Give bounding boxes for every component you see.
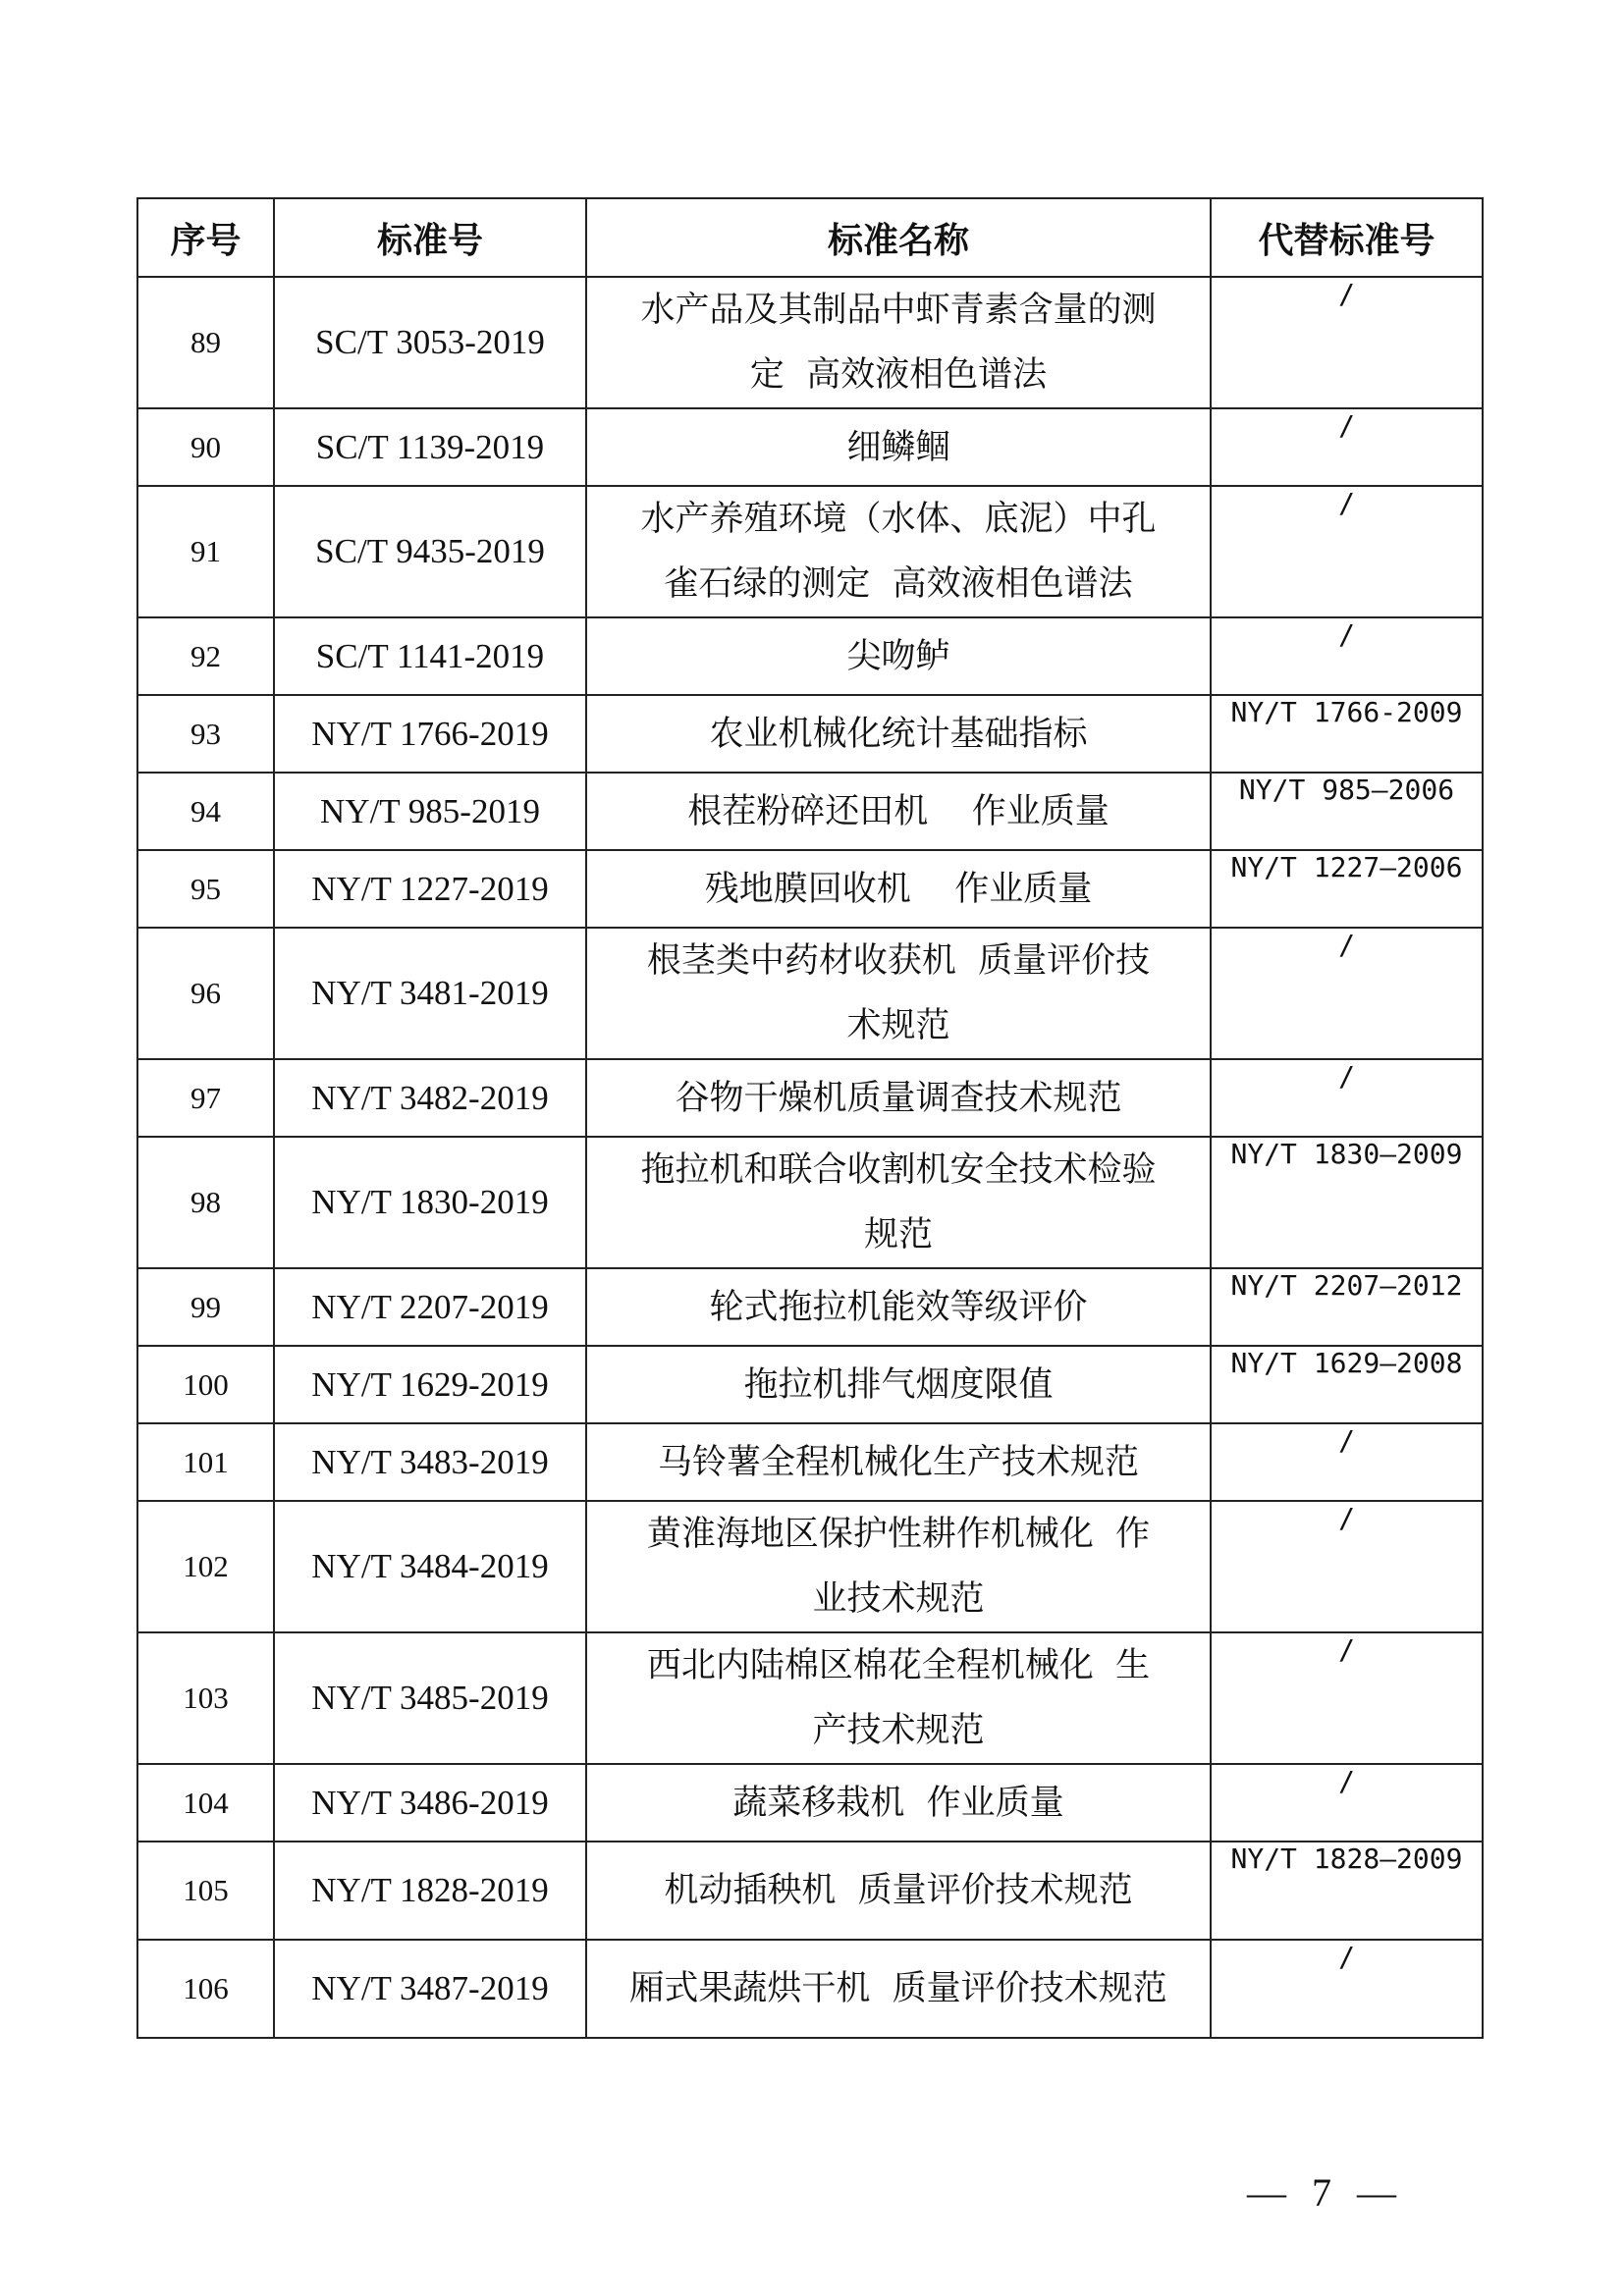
row-replaces: NY/T 1828—2009 (1211, 1842, 1483, 1940)
row-name: 黄淮海地区保护性耕作机械化 作 业技术规范 (586, 1501, 1211, 1632)
row-standard: SC/T 3053-2019 (274, 277, 586, 408)
row-name: 细鳞鲴 (586, 408, 1211, 486)
row-no: 105 (137, 1842, 274, 1940)
table-row (137, 1764, 1483, 1842)
row-no: 96 (137, 928, 274, 1059)
row-name: 拖拉机和联合收割机安全技术检验 规范 (586, 1137, 1211, 1268)
row-no: 92 (137, 617, 274, 695)
table-row (137, 1346, 1483, 1423)
table-row (137, 928, 1483, 1059)
row-no: 104 (137, 1764, 274, 1842)
table-row (137, 1059, 1483, 1137)
table-row (137, 277, 1483, 408)
row-no: 93 (137, 695, 274, 773)
row-standard: NY/T 1227-2019 (274, 850, 586, 928)
row-name: 根茎类中药材收获机 质量评价技 术规范 (586, 928, 1211, 1059)
row-no: 90 (137, 408, 274, 486)
row-standard: NY/T 1629-2019 (274, 1346, 586, 1423)
row-replaces: / (1211, 1423, 1483, 1501)
row-standard: NY/T 3482-2019 (274, 1059, 586, 1137)
row-no: 103 (137, 1632, 274, 1764)
row-no: 94 (137, 773, 274, 850)
row-standard: NY/T 985-2019 (274, 773, 586, 850)
row-standard: SC/T 1139-2019 (274, 408, 586, 486)
row-replaces: NY/T 2207—2012 (1211, 1268, 1483, 1346)
row-replaces: NY/T 985—2006 (1211, 773, 1483, 850)
row-replaces: / (1211, 617, 1483, 695)
table-row (137, 1842, 1483, 1940)
row-standard: SC/T 9435-2019 (274, 486, 586, 617)
header-replaces: 代替标准号 (1211, 198, 1483, 277)
row-replaces: NY/T 1766-2009 (1211, 695, 1483, 773)
row-no: 89 (137, 277, 274, 408)
header-row (137, 198, 1483, 277)
row-standard: NY/T 3481-2019 (274, 928, 586, 1059)
row-no: 106 (137, 1940, 274, 2038)
row-standard: NY/T 3484-2019 (274, 1501, 586, 1632)
row-replaces: / (1211, 408, 1483, 486)
row-replaces: NY/T 1830—2009 (1211, 1137, 1483, 1268)
row-no: 98 (137, 1137, 274, 1268)
row-replaces: / (1211, 486, 1483, 617)
row-standard: NY/T 1830-2019 (274, 1137, 586, 1268)
row-name: 水产养殖环境（水体、底泥）中孔 雀石绿的测定 高效液相色谱法 (586, 486, 1211, 617)
row-name: 尖吻鲈 (586, 617, 1211, 695)
row-name: 厢式果蔬烘干机 质量评价技术规范 (586, 1940, 1211, 2038)
row-no: 100 (137, 1346, 274, 1423)
row-no: 99 (137, 1268, 274, 1346)
page-number: — 7 — (1247, 2170, 1404, 2215)
table-row (137, 850, 1483, 928)
row-replaces: NY/T 1629—2008 (1211, 1346, 1483, 1423)
row-replaces: / (1211, 1501, 1483, 1632)
row-name: 马铃薯全程机械化生产技术规范 (586, 1423, 1211, 1501)
row-name: 根茬粉碎还田机 作业质量 (586, 773, 1211, 850)
row-replaces: / (1211, 277, 1483, 408)
row-standard: NY/T 1828-2019 (274, 1842, 586, 1940)
row-standard: NY/T 3487-2019 (274, 1940, 586, 2038)
row-no: 91 (137, 486, 274, 617)
row-standard: NY/T 3486-2019 (274, 1764, 586, 1842)
row-no: 101 (137, 1423, 274, 1501)
row-standard: NY/T 1766-2019 (274, 695, 586, 773)
row-name: 拖拉机排气烟度限值 (586, 1346, 1211, 1423)
row-name: 轮式拖拉机能效等级评价 (586, 1268, 1211, 1346)
row-name: 水产品及其制品中虾青素含量的测 定 高效液相色谱法 (586, 277, 1211, 408)
row-no: 102 (137, 1501, 274, 1632)
row-name: 谷物干燥机质量调查技术规范 (586, 1059, 1211, 1137)
row-standard: NY/T 2207-2019 (274, 1268, 586, 1346)
header-no: 序号 (137, 198, 274, 277)
row-replaces: / (1211, 1764, 1483, 1842)
header-standard: 标准号 (274, 198, 586, 277)
row-standard: NY/T 3483-2019 (274, 1423, 586, 1501)
header-name: 标准名称 (586, 198, 1211, 277)
table-row (137, 1268, 1483, 1346)
table-row (137, 486, 1483, 617)
table-row (137, 695, 1483, 773)
row-replaces: / (1211, 1632, 1483, 1764)
row-name: 残地膜回收机 作业质量 (586, 850, 1211, 928)
table-row (137, 1423, 1483, 1501)
row-name: 机动插秧机 质量评价技术规范 (586, 1842, 1211, 1940)
row-no: 95 (137, 850, 274, 928)
row-replaces: NY/T 1227—2006 (1211, 850, 1483, 928)
row-name: 农业机械化统计基础指标 (586, 695, 1211, 773)
row-name: 西北内陆棉区棉花全程机械化 生 产技术规范 (586, 1632, 1211, 1764)
table-row (137, 1940, 1483, 2038)
row-name: 蔬菜移栽机 作业质量 (586, 1764, 1211, 1842)
row-replaces: / (1211, 928, 1483, 1059)
row-replaces: / (1211, 1059, 1483, 1137)
table-row (137, 617, 1483, 695)
table-row (137, 408, 1483, 486)
row-no: 97 (137, 1059, 274, 1137)
table-row (137, 1137, 1483, 1268)
row-standard: NY/T 3485-2019 (274, 1632, 586, 1764)
table-row (137, 773, 1483, 850)
row-replaces: / (1211, 1940, 1483, 2038)
standards-table (136, 197, 1484, 2039)
row-standard: SC/T 1141-2019 (274, 617, 586, 695)
table-row (137, 1501, 1483, 1632)
table-row (137, 1632, 1483, 1764)
